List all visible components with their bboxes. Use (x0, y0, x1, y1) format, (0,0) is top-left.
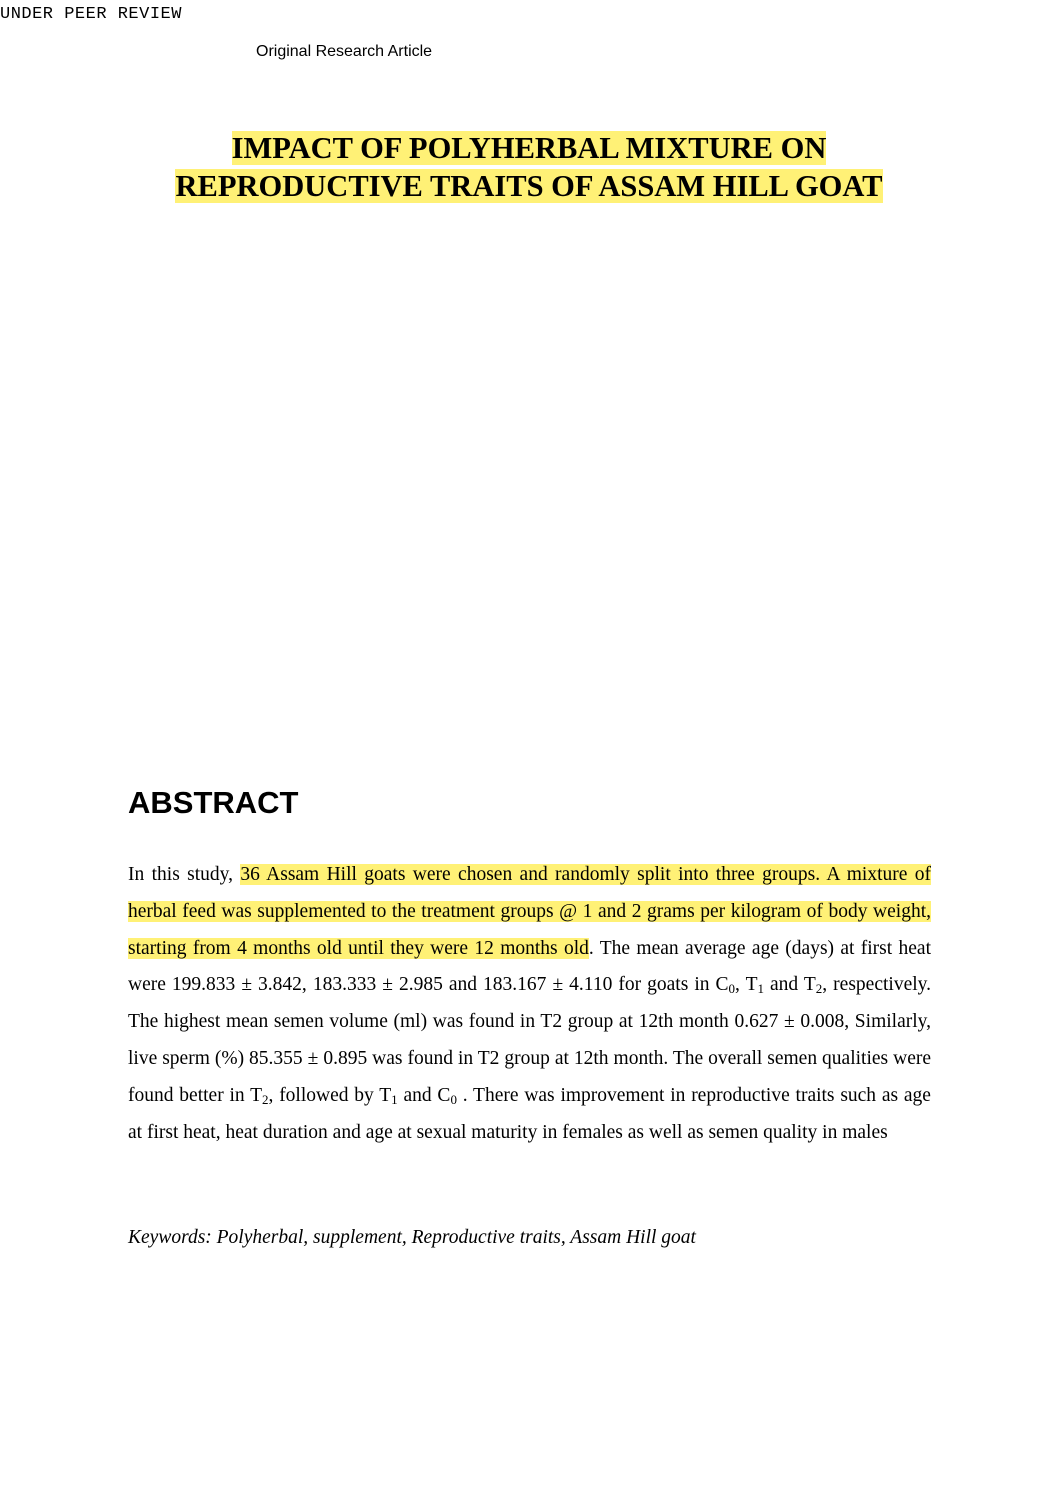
title-line-1-text: IMPACT OF POLYHERBAL MIXTURE ON (231, 131, 827, 165)
title-line-1 (120, 129, 938, 167)
abstract-text: , T (735, 974, 758, 996)
abstract-paragraph (128, 857, 931, 1151)
abstract-text: , respectively. The highest mean semen volume (ml) was found in T2 group at 12th month 0.627 ± 0.008, Similarly, live sperm (%) 85.355 ± 0.895 was found in T2 group at 12th month. The overall semen qualities were found better in T (128, 974, 931, 1106)
subscript: 2 (815, 981, 823, 997)
subscript: 0 (728, 981, 736, 997)
subscript: 1 (757, 981, 764, 997)
subscript: 1 (391, 1091, 398, 1107)
abstract-text: . There was improvement in reproductive traits such as age at first heat, heat duration and age at sexual maturity in females as well as semen quality in males (128, 1084, 931, 1143)
abstract-text: . The mean average age (days) at first heat were 199.833 ± 3.842, 183.333 ± 2.985 and 183.167 ± 4.110 for goats in C (128, 937, 931, 996)
abstract-text: and C (397, 1084, 451, 1106)
abstract-text: , followed by T (268, 1084, 392, 1106)
title-line-2 (120, 167, 938, 205)
abstract-text-intro: In this study, (128, 864, 241, 885)
paper-title (120, 129, 938, 205)
subscript: 0 (450, 1091, 457, 1107)
keywords: Keywords: Polyherbal, supplement, Reproductive traits, Assam Hill goat (128, 1227, 696, 1248)
abstract-text: and T (764, 974, 816, 996)
subscript: 2 (262, 1091, 269, 1107)
abstract-heading: ABSTRACT (128, 785, 299, 820)
article-type-label: Original Research Article (256, 43, 433, 60)
abstract-highlighted-text: 36 Assam Hill goats were chosen and randomly split into three groups. A mixture of herbal feed was supplemented to the treatment groups @ 1 and 2 grams per kilogram of body weight, starting from 4 months old until they were 12 months old (128, 864, 931, 959)
review-stamp: UNDER PEER REVIEW (0, 5, 182, 24)
title-line-2-text: REPRODUCTIVE TRAITS OF ASSAM HILL GOAT (175, 169, 883, 203)
